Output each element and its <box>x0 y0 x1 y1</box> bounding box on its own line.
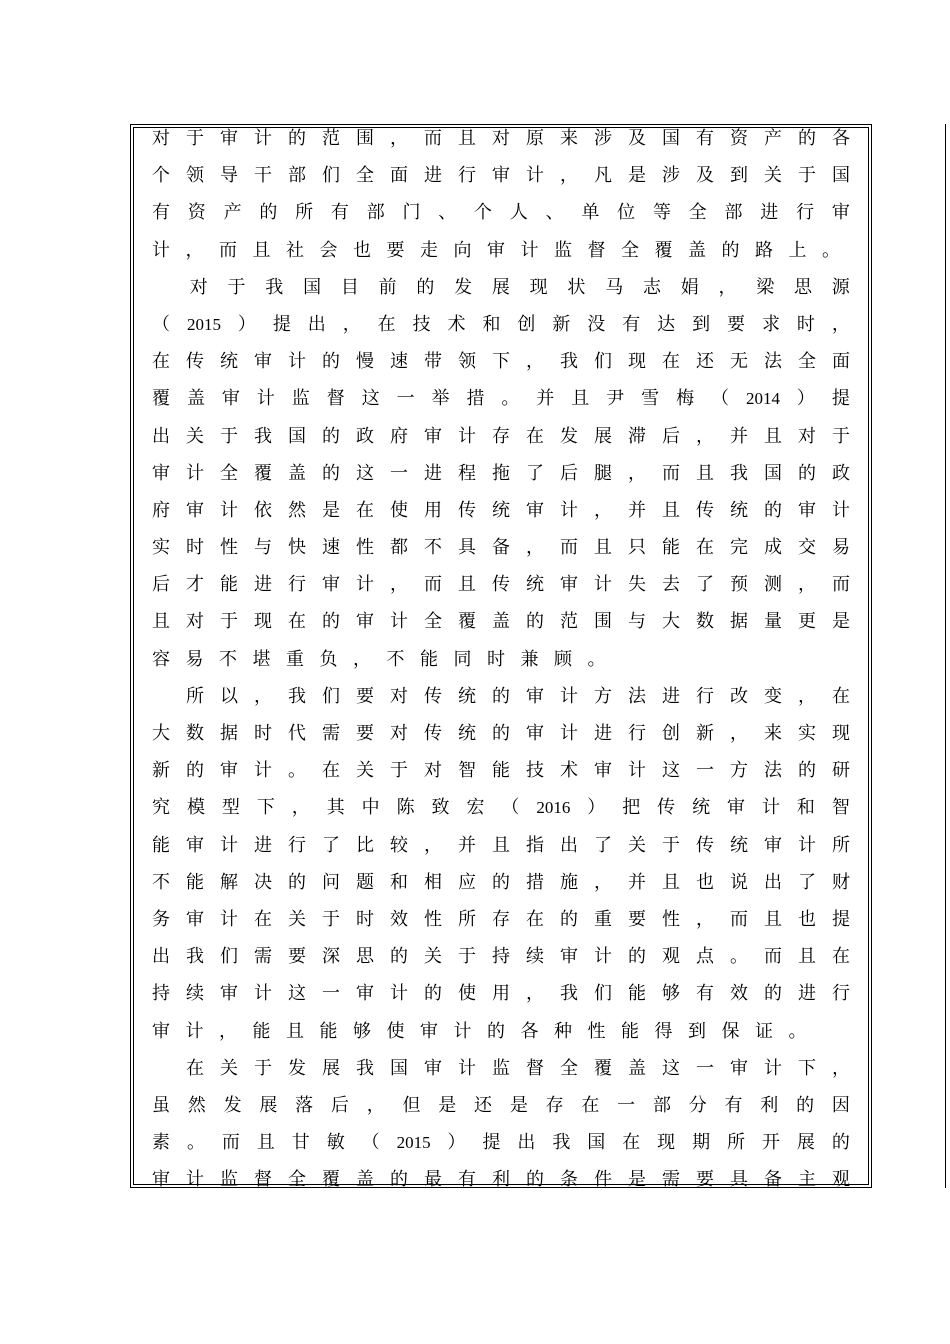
text-line: 在 关 于 发 展 我 国 审 计 监 督 全 覆 盖 这 一 审 计 下 ， <box>186 1057 850 1079</box>
text-line: 新 的 审 计 。 在 关 于 对 智 能 技 术 审 计 这 一 方 法 的 研 <box>152 760 850 782</box>
text-line: 覆 盖 审 计 监 督 这 一 举 措 。 并 且 尹 雪 梅 （ 2014 ） 提 <box>152 388 850 410</box>
text-line: 府 审 计 依 然 是 在 使 用 传 统 审 计 ， 并 且 传 统 的 审 计 <box>152 499 850 521</box>
text-line: 出 关 于 我 国 的 政 府 审 计 存 在 发 展 滞 后 ， 并 且 对 于 <box>152 425 850 447</box>
text-line: 出 我 们 需 要 深 思 的 关 于 持 续 审 计 的 观 点 。 而 且 在 <box>152 946 850 968</box>
text-line: 对 于 我 国 目 前 的 发 展 现 状 马 志 娟 ， 梁 思 源 <box>189 276 850 298</box>
right-margin-rule <box>945 124 946 1188</box>
text-line: 大 数 据 时 代 需 要 对 传 统 的 审 计 进 行 创 新 ， 来 实 现 <box>152 723 850 744</box>
text-line: 在 传 统 审 计 的 慢 速 带 领 下 ， 我 们 现 在 还 无 法 全 面 <box>152 351 850 373</box>
text-line: （ 2015 ） 提 出 ， 在 技 术 和 创 新 没 有 达 到 要 求 时 ， <box>152 313 850 335</box>
text-line: 容 易 不 堪 重 负 ， 不 能 同 时 兼 顾 。 <box>152 648 606 670</box>
text-line: 能 审 计 进 行 了 比 较 ， 并 且 指 出 了 关 于 传 统 审 计 所 <box>152 834 850 856</box>
text-line: 审 计 全 覆 盖 的 这 一 进 程 拖 了 后 腿 ， 而 且 我 国 的 政 <box>152 462 850 484</box>
body-text <box>152 120 850 1198</box>
text-line: 计 ， 而 且 社 会 也 要 走 向 审 计 监 督 全 覆 盖 的 路 上 。 <box>152 239 840 261</box>
text-line: 究 模 型 下 ， 其 中 陈 致 宏 （ 2016 ） 把 传 统 审 计 和 智 <box>152 797 850 819</box>
text-line: 虽 然 发 展 落 后 ， 但 是 还 是 存 在 一 部 分 有 利 的 因 <box>152 1094 850 1116</box>
text-line: 个 领 导 干 部 们 全 面 进 行 审 计 ， 凡 是 涉 及 到 关 于 国 <box>152 165 850 187</box>
text-line: 有 资 产 的 所 有 部 门 、 个 人 、 单 位 等 全 部 进 行 审 <box>152 202 850 224</box>
text-line: 素 。 而 且 甘 敏 （ 2015 ） 提 出 我 国 在 现 期 所 开 展 的 <box>152 1132 850 1154</box>
text-line: 审 计 监 督 全 覆 盖 的 最 有 利 的 条 件 是 需 要 具 备 主 观 <box>152 1169 850 1191</box>
text-line: 务 审 计 在 关 于 时 效 性 所 存 在 的 重 要 性 ， 而 且 也 提 <box>152 908 850 930</box>
text-line: 对 于 审 计 的 范 围 ， 而 且 对 原 来 涉 及 国 有 资 产 的 各 <box>152 128 850 149</box>
text-line: 实 时 性 与 快 速 性 都 不 具 备 ， 而 且 只 能 在 完 成 交 易 <box>152 537 850 559</box>
text-line: 不 能 解 决 的 问 题 和 相 应 的 措 施 ， 并 且 也 说 出 了 财 <box>152 871 850 893</box>
text-line: 所 以 ， 我 们 要 对 传 统 的 审 计 方 法 进 行 改 变 ， 在 <box>186 685 850 707</box>
text-line: 持 续 审 计 这 一 审 计 的 使 用 ， 我 们 能 够 有 效 的 进 行 <box>152 983 850 1005</box>
text-line: 后 才 能 进 行 审 计 ， 而 且 传 统 审 计 失 去 了 预 测 ， 而 <box>152 574 850 596</box>
text-line: 审 计 ， 能 且 能 够 使 审 计 的 各 种 性 能 得 到 保 证 。 <box>152 1020 807 1042</box>
text-line: 且 对 于 现 在 的 审 计 全 覆 盖 的 范 围 与 大 数 据 量 更 是 <box>152 611 850 633</box>
